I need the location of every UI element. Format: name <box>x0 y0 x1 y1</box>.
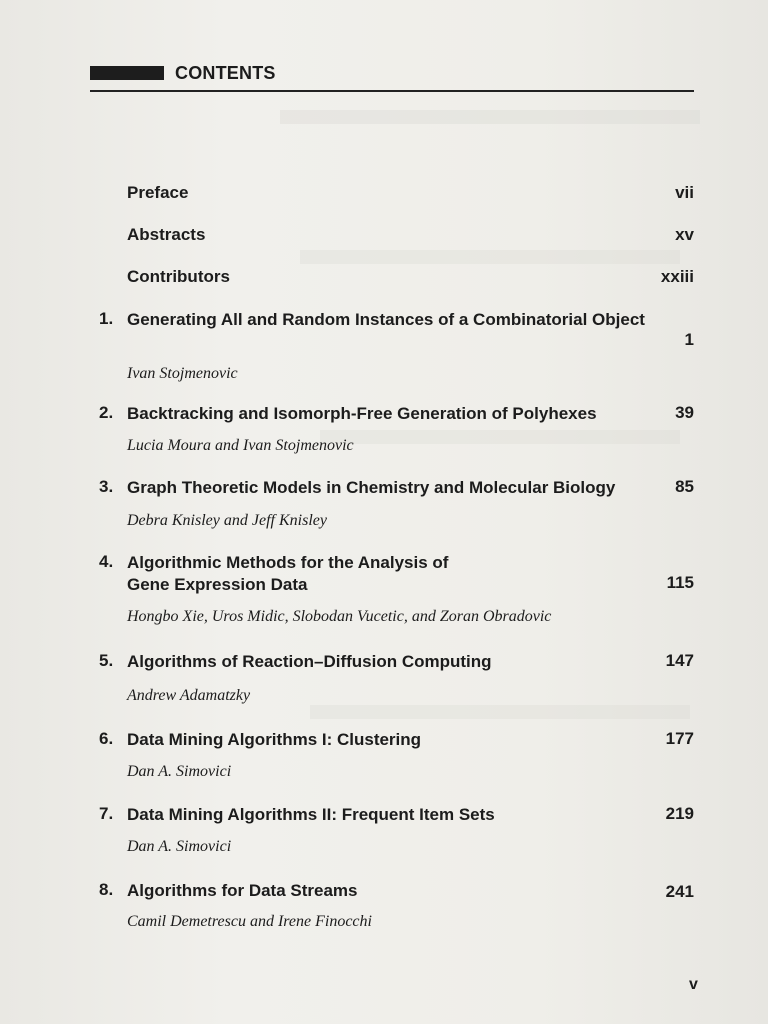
toc-entry-label: Abstracts <box>127 225 206 244</box>
page-title: CONTENTS <box>175 63 276 83</box>
chapter-authors: Dan A. Simovici <box>127 838 232 855</box>
toc-entry-page: xxiii <box>660 267 694 286</box>
chapter-title: Data Mining Algorithms I: Clustering <box>127 730 422 749</box>
chapter-number: 6. <box>99 729 114 748</box>
show-through-shadow <box>280 110 700 124</box>
page-number: v <box>689 976 698 993</box>
chapter-number: 7. <box>99 804 114 823</box>
chapter-authors: Andrew Adamatzky <box>127 687 251 704</box>
toc-entry-page: vii <box>675 183 694 202</box>
chapter-authors: Hongbo Xie, Uros Midic, Slobodan Vucetic, and Zoran Obradovic <box>127 608 552 625</box>
chapter-number: 2. <box>99 403 114 422</box>
toc-entry-page: xv <box>675 225 694 244</box>
chapter-title: Data Mining Algorithms II: Frequent Item Sets <box>127 805 495 824</box>
chapter-title: Algorithms of Reaction–Diffusion Computing <box>127 652 492 671</box>
chapter-number: 5. <box>99 651 114 670</box>
chapter-authors: Lucia Moura and Ivan Stojmenovic <box>127 437 354 454</box>
chapter-title: Algorithmic Methods for the Analysis of Gene Expression Data <box>127 553 449 594</box>
chapter-page: 241 <box>665 882 694 901</box>
toc-entry-contributors <box>127 267 694 291</box>
chapter-page: 85 <box>675 477 694 496</box>
header-bar <box>90 66 164 80</box>
chapter-number: 4. <box>99 552 114 571</box>
chapter-page: 219 <box>665 804 694 823</box>
chapter-page: 177 <box>665 729 694 748</box>
chapter-title: Graph Theoretic Models in Chemistry and Molecular Biology <box>127 478 616 497</box>
show-through-shadow <box>300 250 680 264</box>
chapter-number: 3. <box>99 477 114 496</box>
toc-entry-label: Contributors <box>127 267 230 286</box>
toc-entry-label: Preface <box>127 183 189 202</box>
show-through-shadow <box>310 705 690 719</box>
chapter-page: 115 <box>666 573 694 592</box>
chapter-number: 8. <box>99 880 114 899</box>
header-rule <box>90 90 694 92</box>
chapter-authors: Dan A. Simovici <box>127 763 232 780</box>
toc-entry-abstracts <box>127 225 694 249</box>
chapter-title: Generating All and Random Instances of a Combinatorial Object <box>127 310 645 329</box>
chapter-page: 1 <box>684 330 694 349</box>
show-through-shadow <box>320 430 680 444</box>
chapter-authors: Debra Knisley and Jeff Knisley <box>127 512 327 529</box>
chapter-title: Algorithms for Data Streams <box>127 881 358 900</box>
toc-entry-preface <box>127 183 694 207</box>
chapter-authors: Camil Demetrescu and Irene Finocchi <box>127 913 372 930</box>
chapter-page: 39 <box>675 403 694 422</box>
chapter-title: Backtracking and Isomorph-Free Generation of Polyhexes <box>127 404 597 423</box>
chapter-authors: Ivan Stojmenovic <box>127 365 238 382</box>
chapter-page: 147 <box>665 651 694 670</box>
chapter-number: 1. <box>99 309 114 328</box>
